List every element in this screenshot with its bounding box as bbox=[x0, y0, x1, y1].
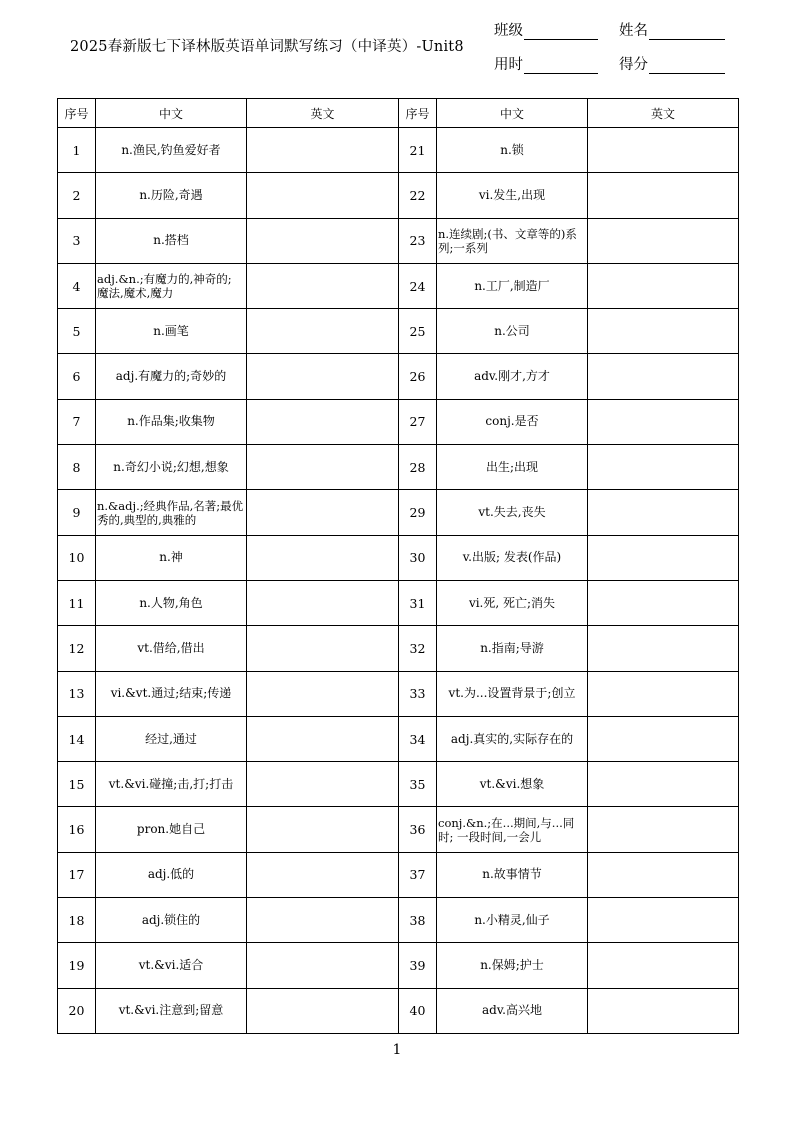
chinese-meaning: adj.锁住的 bbox=[96, 898, 247, 943]
chinese-meaning: adj.真实的,实际存在的 bbox=[437, 716, 588, 761]
english-answer-cell[interactable] bbox=[247, 762, 399, 807]
chinese-meaning: adv.高兴地 bbox=[437, 988, 588, 1033]
chinese-meaning: vt.&vi.想象 bbox=[437, 762, 588, 807]
table-row bbox=[58, 490, 739, 535]
item-number: 23 bbox=[399, 218, 437, 263]
item-number: 37 bbox=[399, 852, 437, 897]
name-blank[interactable] bbox=[649, 25, 725, 40]
english-answer-cell[interactable] bbox=[247, 898, 399, 943]
item-number: 29 bbox=[399, 490, 437, 535]
english-answer-cell[interactable] bbox=[588, 128, 739, 173]
english-answer-cell[interactable] bbox=[247, 173, 399, 218]
item-number: 36 bbox=[399, 807, 437, 852]
english-answer-cell[interactable] bbox=[247, 580, 399, 625]
col-header-chinese: 中文 bbox=[96, 99, 247, 128]
english-answer-cell[interactable] bbox=[588, 173, 739, 218]
chinese-meaning: n.&adj.;经典作品,名著;最优秀的,典型的,典雅的 bbox=[96, 490, 247, 535]
table-row bbox=[58, 173, 739, 218]
english-answer-cell[interactable] bbox=[247, 626, 399, 671]
table-body bbox=[58, 128, 739, 1034]
item-number: 28 bbox=[399, 445, 437, 490]
item-number: 18 bbox=[58, 898, 96, 943]
english-answer-cell[interactable] bbox=[247, 988, 399, 1033]
table-row bbox=[58, 128, 739, 173]
chinese-meaning: n.渔民,钓鱼爱好者 bbox=[96, 128, 247, 173]
chinese-meaning: adj.有魔力的;奇妙的 bbox=[96, 354, 247, 399]
item-number: 21 bbox=[399, 128, 437, 173]
english-answer-cell[interactable] bbox=[247, 309, 399, 354]
english-answer-cell[interactable] bbox=[247, 263, 399, 308]
table-row bbox=[58, 807, 739, 852]
table-header-row bbox=[58, 99, 739, 128]
english-answer-cell[interactable] bbox=[588, 762, 739, 807]
english-answer-cell[interactable] bbox=[247, 399, 399, 444]
col-header-chinese: 中文 bbox=[437, 99, 588, 128]
table-row bbox=[58, 852, 739, 897]
english-answer-cell[interactable] bbox=[588, 988, 739, 1033]
item-number: 38 bbox=[399, 898, 437, 943]
table-row bbox=[58, 399, 739, 444]
english-answer-cell[interactable] bbox=[247, 716, 399, 761]
chinese-meaning: vt.失去,丧失 bbox=[437, 490, 588, 535]
chinese-meaning: adj.低的 bbox=[96, 852, 247, 897]
item-number: 1 bbox=[58, 128, 96, 173]
chinese-meaning: n.保姆;护士 bbox=[437, 943, 588, 988]
score-blank[interactable] bbox=[649, 59, 725, 74]
item-number: 14 bbox=[58, 716, 96, 761]
english-answer-cell[interactable] bbox=[588, 671, 739, 716]
english-answer-cell[interactable] bbox=[588, 898, 739, 943]
table-row bbox=[58, 580, 739, 625]
item-number: 13 bbox=[58, 671, 96, 716]
english-answer-cell[interactable] bbox=[247, 218, 399, 263]
vocab-table bbox=[57, 98, 739, 1034]
english-answer-cell[interactable] bbox=[588, 943, 739, 988]
table-row bbox=[58, 354, 739, 399]
chinese-meaning: n.工厂,制造厂 bbox=[437, 263, 588, 308]
english-answer-cell[interactable] bbox=[247, 535, 399, 580]
item-number: 7 bbox=[58, 399, 96, 444]
table-row bbox=[58, 898, 739, 943]
english-answer-cell[interactable] bbox=[588, 399, 739, 444]
english-answer-cell[interactable] bbox=[588, 309, 739, 354]
item-number: 34 bbox=[399, 716, 437, 761]
chinese-meaning: n.神 bbox=[96, 535, 247, 580]
item-number: 25 bbox=[399, 309, 437, 354]
english-answer-cell[interactable] bbox=[247, 807, 399, 852]
english-answer-cell[interactable] bbox=[588, 807, 739, 852]
chinese-meaning: vt.&vi.适合 bbox=[96, 943, 247, 988]
chinese-meaning: n.锁 bbox=[437, 128, 588, 173]
table-row bbox=[58, 943, 739, 988]
item-number: 33 bbox=[399, 671, 437, 716]
table-row bbox=[58, 671, 739, 716]
item-number: 6 bbox=[58, 354, 96, 399]
item-number: 3 bbox=[58, 218, 96, 263]
english-answer-cell[interactable] bbox=[588, 716, 739, 761]
chinese-meaning: 出生;出现 bbox=[437, 445, 588, 490]
chinese-meaning: vt.借给,借出 bbox=[96, 626, 247, 671]
name-field[interactable] bbox=[619, 19, 725, 40]
table-row bbox=[58, 716, 739, 761]
english-answer-cell[interactable] bbox=[247, 490, 399, 535]
english-answer-cell[interactable] bbox=[247, 671, 399, 716]
chinese-meaning: n.作品集;收集物 bbox=[96, 399, 247, 444]
chinese-meaning: adv.刚才,方才 bbox=[437, 354, 588, 399]
page-number: 1 bbox=[392, 1042, 402, 1058]
chinese-meaning: pron.她自己 bbox=[96, 807, 247, 852]
item-number: 31 bbox=[399, 580, 437, 625]
item-number: 22 bbox=[399, 173, 437, 218]
col-header-english: 英文 bbox=[588, 99, 739, 128]
english-answer-cell[interactable] bbox=[247, 943, 399, 988]
chinese-meaning: n.画笔 bbox=[96, 309, 247, 354]
class-blank[interactable] bbox=[524, 25, 598, 40]
english-answer-cell[interactable] bbox=[588, 445, 739, 490]
table-row bbox=[58, 445, 739, 490]
chinese-meaning: v.出版; 发表(作品) bbox=[437, 535, 588, 580]
item-number: 9 bbox=[58, 490, 96, 535]
item-number: 11 bbox=[58, 580, 96, 625]
table-row bbox=[58, 263, 739, 308]
item-number: 24 bbox=[399, 263, 437, 308]
time-blank[interactable] bbox=[524, 59, 598, 74]
chinese-meaning: n.指南;导游 bbox=[437, 626, 588, 671]
score-label: 得分 bbox=[619, 57, 648, 73]
english-answer-cell[interactable] bbox=[588, 218, 739, 263]
item-number: 10 bbox=[58, 535, 96, 580]
chinese-meaning: vt.&vi.注意到;留意 bbox=[96, 988, 247, 1033]
english-answer-cell[interactable] bbox=[588, 626, 739, 671]
table-row bbox=[58, 762, 739, 807]
table-row bbox=[58, 988, 739, 1033]
chinese-meaning: n.历险,奇遇 bbox=[96, 173, 247, 218]
col-header-english: 英文 bbox=[247, 99, 399, 128]
item-number: 30 bbox=[399, 535, 437, 580]
item-number: 20 bbox=[58, 988, 96, 1033]
chinese-meaning: adj.&n.;有魔力的,神奇的; 魔法,魔术,魔力 bbox=[96, 263, 247, 308]
time-label: 用时 bbox=[494, 57, 523, 73]
item-number: 2 bbox=[58, 173, 96, 218]
chinese-meaning: n.人物,角色 bbox=[96, 580, 247, 625]
item-number: 17 bbox=[58, 852, 96, 897]
english-answer-cell[interactable] bbox=[247, 852, 399, 897]
item-number: 27 bbox=[399, 399, 437, 444]
col-header-number: 序号 bbox=[399, 99, 437, 128]
item-number: 26 bbox=[399, 354, 437, 399]
table-row bbox=[58, 626, 739, 671]
chinese-meaning: n.奇幻小说;幻想,想象 bbox=[96, 445, 247, 490]
english-answer-cell[interactable] bbox=[588, 490, 739, 535]
item-number: 39 bbox=[399, 943, 437, 988]
chinese-meaning: conj.&n.;在...期间,与...同时; 一段时间,一会儿 bbox=[437, 807, 588, 852]
english-answer-cell[interactable] bbox=[588, 535, 739, 580]
chinese-meaning: 经过,通过 bbox=[96, 716, 247, 761]
time-field[interactable] bbox=[494, 53, 598, 74]
page-title: 2025春新版七下译林版英语单词默写练习（中译英）-Unit8 bbox=[70, 39, 464, 55]
chinese-meaning: vi.发生,出现 bbox=[437, 173, 588, 218]
chinese-meaning: n.公司 bbox=[437, 309, 588, 354]
english-answer-cell[interactable] bbox=[588, 852, 739, 897]
chinese-meaning: vt.为...设置背景于;创立 bbox=[437, 671, 588, 716]
item-number: 4 bbox=[58, 263, 96, 308]
table-row bbox=[58, 309, 739, 354]
col-header-number: 序号 bbox=[58, 99, 96, 128]
item-number: 12 bbox=[58, 626, 96, 671]
chinese-meaning: vi.死, 死亡;消失 bbox=[437, 580, 588, 625]
table-row bbox=[58, 218, 739, 263]
chinese-meaning: vi.&vt.通过;结束;传递 bbox=[96, 671, 247, 716]
item-number: 5 bbox=[58, 309, 96, 354]
table-row bbox=[58, 535, 739, 580]
item-number: 15 bbox=[58, 762, 96, 807]
english-answer-cell[interactable] bbox=[247, 128, 399, 173]
score-field[interactable] bbox=[619, 53, 725, 74]
english-answer-cell[interactable] bbox=[247, 445, 399, 490]
chinese-meaning: conj.是否 bbox=[437, 399, 588, 444]
english-answer-cell[interactable] bbox=[588, 580, 739, 625]
item-number: 19 bbox=[58, 943, 96, 988]
item-number: 16 bbox=[58, 807, 96, 852]
chinese-meaning: n.故事情节 bbox=[437, 852, 588, 897]
english-answer-cell[interactable] bbox=[247, 354, 399, 399]
chinese-meaning: n.搭档 bbox=[96, 218, 247, 263]
item-number: 40 bbox=[399, 988, 437, 1033]
item-number: 8 bbox=[58, 445, 96, 490]
chinese-meaning: n.小精灵,仙子 bbox=[437, 898, 588, 943]
chinese-meaning: n.连续剧;(书、文章等的)系列;一系列 bbox=[437, 218, 588, 263]
class-field[interactable] bbox=[494, 19, 598, 40]
name-label: 姓名 bbox=[619, 23, 648, 39]
english-answer-cell[interactable] bbox=[588, 354, 739, 399]
class-label: 班级 bbox=[494, 23, 523, 39]
item-number: 35 bbox=[399, 762, 437, 807]
chinese-meaning: vt.&vi.碰撞;击,打;打击 bbox=[96, 762, 247, 807]
item-number: 32 bbox=[399, 626, 437, 671]
english-answer-cell[interactable] bbox=[588, 263, 739, 308]
